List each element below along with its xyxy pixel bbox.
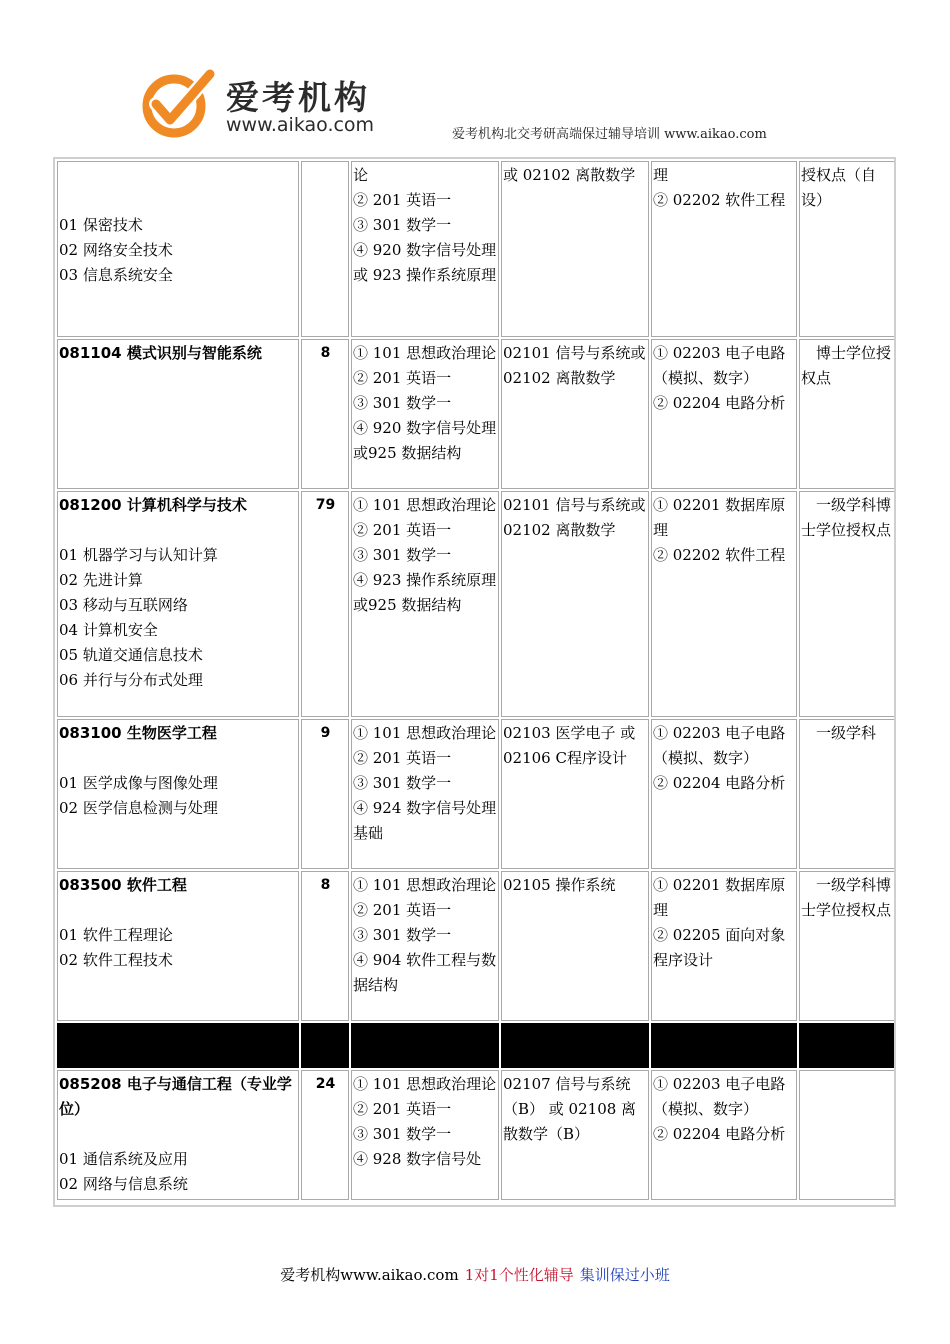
note-cell: 一级学科博士学位授权点 bbox=[799, 871, 896, 1021]
exam-item: ③ 301 数学一 bbox=[353, 394, 452, 412]
exam-item: ② 201 英语一 bbox=[353, 521, 452, 539]
equivalent-cell bbox=[651, 161, 797, 337]
table-row bbox=[57, 871, 896, 1021]
footer-tagline-blue: 集训保过小班 bbox=[579, 1266, 670, 1284]
equivalent-item: ② 02202 软件工程 bbox=[653, 191, 786, 209]
major-cell bbox=[57, 871, 299, 1021]
exam-item: ④ 920 数字信号处理 或 923 操作系统原理 bbox=[353, 241, 497, 284]
header-slogan: 爱考机构北交考研高端保过辅导培训 www.aikao.com bbox=[452, 127, 767, 142]
direction-item: 03 移动与互联网络 bbox=[59, 596, 188, 614]
direction-item: 01 医学成像与图像处理 bbox=[59, 774, 218, 792]
footer-tagline-red: 1对1个性化辅导 bbox=[464, 1266, 574, 1284]
count-cell: 8 bbox=[301, 871, 349, 1021]
direction-item: 05 轨道交通信息技术 bbox=[59, 646, 203, 664]
note-cell: 一级学科博士学位授权点 bbox=[799, 491, 896, 717]
page-footer bbox=[0, 1264, 950, 1285]
equivalent-item: ② 02205 面向对象程序设计 bbox=[653, 926, 786, 969]
aikao-logo bbox=[140, 68, 400, 140]
table-row bbox=[57, 161, 896, 337]
major-cell bbox=[57, 161, 299, 337]
equivalent-item: ② 02204 电路分析 bbox=[653, 1125, 786, 1143]
retest-cell bbox=[501, 161, 649, 337]
equivalent-item: ① 02203 电子电路（模拟、数字） bbox=[653, 1075, 786, 1118]
count-cell: 79 bbox=[301, 491, 349, 717]
retest-item: 或 02102 离散数学 bbox=[503, 166, 636, 184]
exam-item: ① 101 思想政治理论 bbox=[353, 1075, 497, 1093]
exam-item: ② 201 英语一 bbox=[353, 901, 452, 919]
equivalent-item: ② 02202 软件工程 bbox=[653, 546, 786, 564]
exam-cell bbox=[351, 339, 499, 489]
direction-item: 01 通信系统及应用 bbox=[59, 1150, 188, 1168]
direction-item: 01 软件工程理论 bbox=[59, 926, 173, 944]
major-cell bbox=[57, 719, 299, 869]
note-cell: 一级学科 bbox=[799, 719, 896, 869]
section-separator-row bbox=[57, 1023, 896, 1068]
direction-item: 02 软件工程技术 bbox=[59, 951, 173, 969]
exam-item: ④ 923 操作系统原理 或925 数据结构 bbox=[353, 571, 497, 614]
exam-item: ② 201 英语一 bbox=[353, 369, 452, 387]
exam-item: ① 101 思想政治理论 bbox=[353, 876, 497, 894]
retest-item: 02107 信号与系统（B） 或 02108 离散数学（B） bbox=[503, 1075, 637, 1143]
direction-item: 02 医学信息检测与处理 bbox=[59, 799, 218, 817]
retest-cell bbox=[501, 1070, 649, 1200]
count-cell: 9 bbox=[301, 719, 349, 869]
exam-item: ④ 928 数字信号处 bbox=[353, 1150, 482, 1168]
retest-cell bbox=[501, 491, 649, 717]
major-title: 085208 电子与通信工程（专业学位） bbox=[59, 1075, 292, 1118]
exam-item: ② 201 英语一 bbox=[353, 1100, 452, 1118]
equivalent-item: ② 02204 电路分析 bbox=[653, 774, 786, 792]
admission-table bbox=[53, 157, 896, 1207]
exam-item: ③ 301 数学一 bbox=[353, 926, 452, 944]
retest-item: 02101 信号与系统或 02102 离散数学 bbox=[503, 496, 646, 539]
major-cell bbox=[57, 491, 299, 717]
equivalent-item: 理 bbox=[653, 166, 669, 184]
exam-item: ③ 301 数学一 bbox=[353, 1125, 452, 1143]
direction-item: 06 并行与分布式处理 bbox=[59, 671, 203, 689]
direction-item: 03 信息系统安全 bbox=[59, 266, 173, 284]
major-title: 083100 生物医学工程 bbox=[59, 724, 217, 742]
note-cell: 授权点（自设） bbox=[799, 161, 896, 337]
exam-item: 论 bbox=[353, 166, 369, 184]
count-cell: 24 bbox=[301, 1070, 349, 1200]
exam-cell bbox=[351, 719, 499, 869]
checkmark-logo-icon bbox=[140, 68, 216, 140]
equivalent-cell bbox=[651, 339, 797, 489]
retest-item: 02105 操作系统 bbox=[503, 876, 616, 894]
retest-cell bbox=[501, 719, 649, 869]
equivalent-cell bbox=[651, 719, 797, 869]
note-cell: 博士学位授权点 bbox=[799, 339, 896, 489]
exam-item: ① 101 思想政治理论 bbox=[353, 344, 497, 362]
direction-item: 02 先进计算 bbox=[59, 571, 143, 589]
major-title: 081200 计算机科学与技术 bbox=[59, 496, 247, 514]
exam-item: ④ 920 数字信号处理或925 数据结构 bbox=[353, 419, 497, 462]
exam-item: ② 201 英语一 bbox=[353, 749, 452, 767]
equivalent-item: ① 02203 电子电路（模拟、数字） bbox=[653, 724, 786, 767]
brand-url: www.aikao.com bbox=[226, 114, 375, 136]
count-cell: 8 bbox=[301, 339, 349, 489]
exam-item: ③ 301 数学一 bbox=[353, 546, 452, 564]
exam-cell bbox=[351, 871, 499, 1021]
retest-cell bbox=[501, 339, 649, 489]
table-row bbox=[57, 719, 896, 869]
equivalent-cell bbox=[651, 491, 797, 717]
major-title: 081104 模式识别与智能系统 bbox=[59, 344, 262, 362]
major-title: 083500 软件工程 bbox=[59, 876, 187, 894]
exam-cell bbox=[351, 161, 499, 337]
exam-cell bbox=[351, 491, 499, 717]
table-row bbox=[57, 1070, 896, 1200]
major-cell bbox=[57, 1070, 299, 1200]
exam-item: ③ 301 数学一 bbox=[353, 774, 452, 792]
exam-item: ① 101 思想政治理论 bbox=[353, 496, 497, 514]
equivalent-item: ① 02201 数据库原理 bbox=[653, 876, 786, 919]
equivalent-cell bbox=[651, 1070, 797, 1200]
table-row bbox=[57, 339, 896, 489]
equivalent-item: ① 02203 电子电路（模拟、数字） bbox=[653, 344, 786, 387]
exam-item: ④ 924 数字信号处理基础 bbox=[353, 799, 497, 842]
retest-item: 02101 信号与系统或 02102 离散数学 bbox=[503, 344, 646, 387]
equivalent-item: ② 02204 电路分析 bbox=[653, 394, 786, 412]
table-row bbox=[57, 491, 896, 717]
exam-item: ② 201 英语一 bbox=[353, 191, 452, 209]
exam-item: ① 101 思想政治理论 bbox=[353, 724, 497, 742]
direction-item: 01 保密技术 bbox=[59, 216, 143, 234]
count-cell bbox=[301, 161, 349, 337]
retest-cell bbox=[501, 871, 649, 1021]
footer-site: 爱考机构www.aikao.com bbox=[280, 1266, 459, 1284]
direction-item: 02 网络安全技术 bbox=[59, 241, 173, 259]
direction-item: 01 机器学习与认知计算 bbox=[59, 546, 218, 564]
exam-cell bbox=[351, 1070, 499, 1200]
direction-item: 04 计算机安全 bbox=[59, 621, 158, 639]
equivalent-cell bbox=[651, 871, 797, 1021]
major-cell bbox=[57, 339, 299, 489]
retest-item: 02103 医学电子 或 02106 C程序设计 bbox=[503, 724, 636, 767]
equivalent-item: ① 02201 数据库原理 bbox=[653, 496, 786, 539]
direction-item: 02 网络与信息系统 bbox=[59, 1175, 188, 1193]
exam-item: ④ 904 软件工程与数据结构 bbox=[353, 951, 497, 994]
exam-item: ③ 301 数学一 bbox=[353, 216, 452, 234]
brand-name: 爱考机构 bbox=[226, 78, 370, 117]
note-cell bbox=[799, 1070, 896, 1200]
